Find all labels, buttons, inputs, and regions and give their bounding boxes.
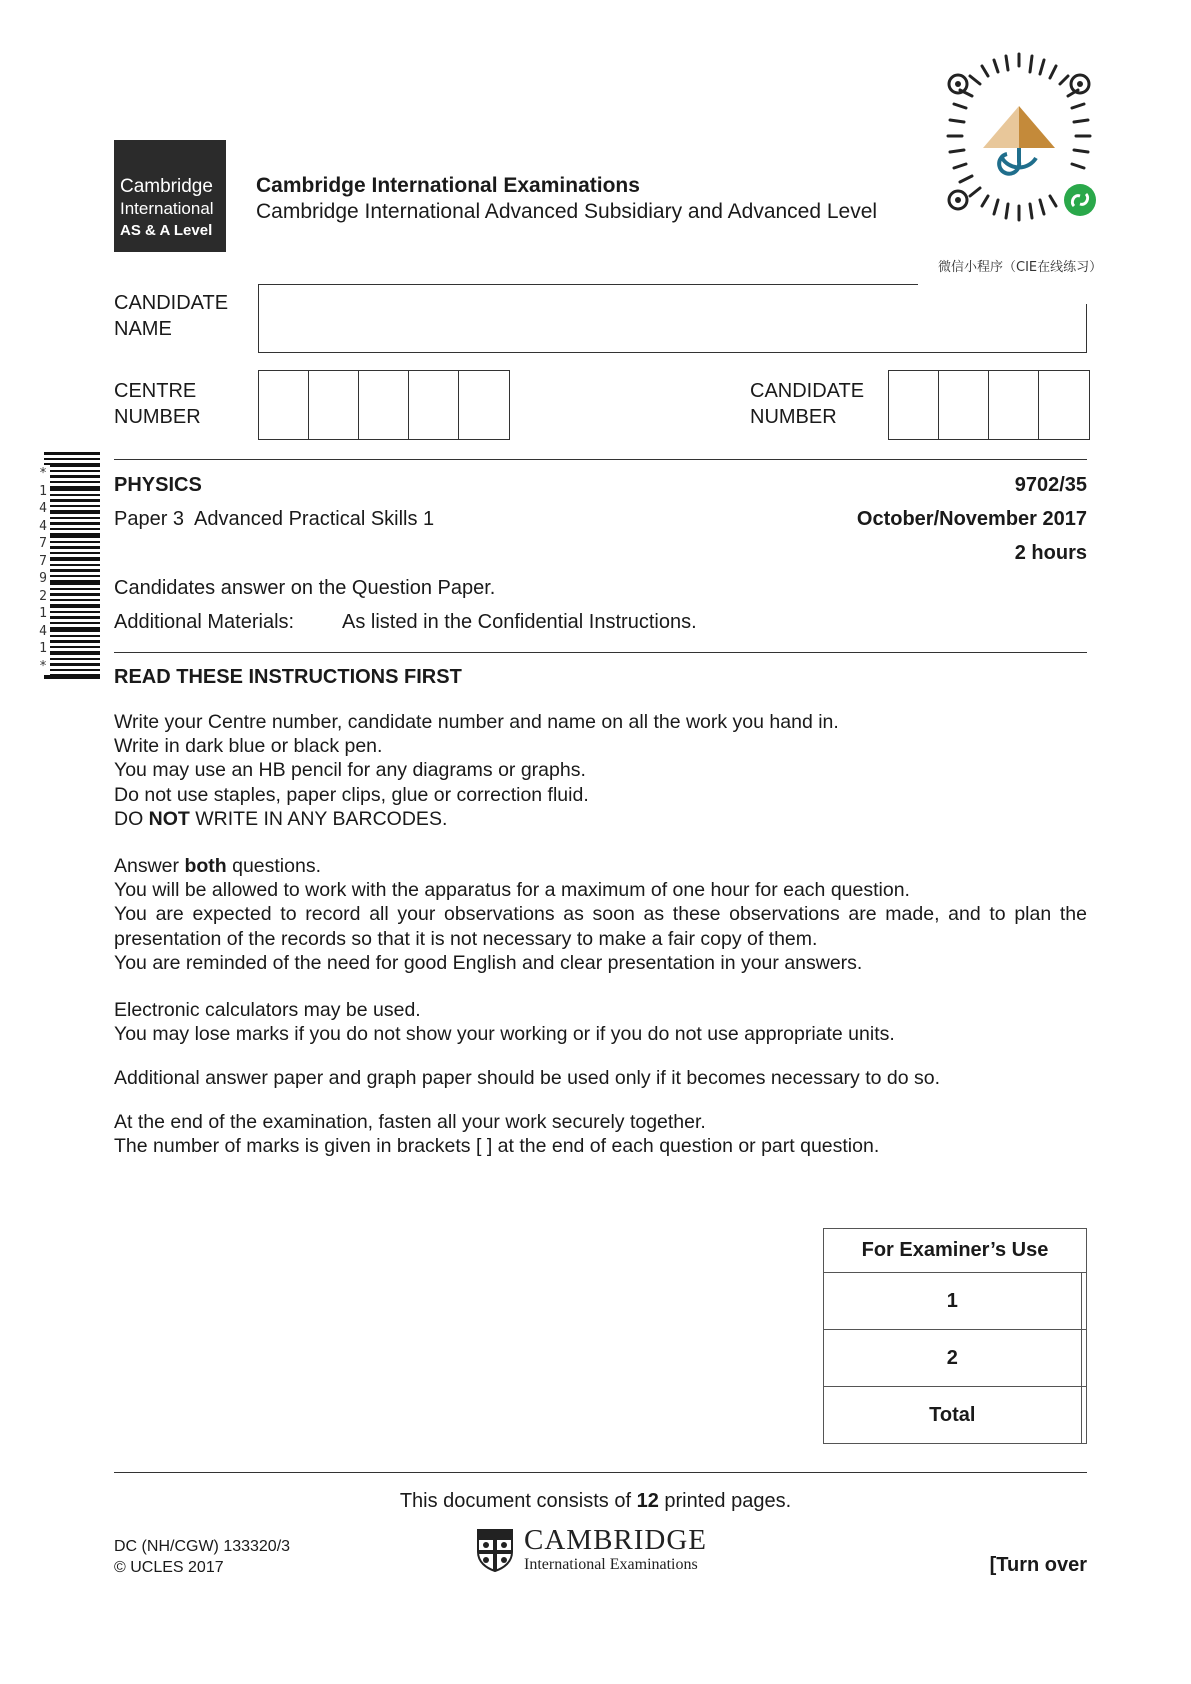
crest-icon [476, 1528, 514, 1572]
instruction-line-barcodes [114, 807, 1087, 831]
text-fragment: DO [114, 807, 149, 830]
centre-number-label [114, 378, 201, 430]
text-fragment: Answer [114, 855, 185, 877]
instruction-line: You are expected to record all your observations as soon as these observations are made, and to plan the presentation of the records so that it is not necessary to make a fair copy of them. [114, 903, 1087, 950]
subject-title: PHYSICS [114, 474, 202, 496]
additional-materials-value: As listed in the Confidential Instructions. [342, 611, 697, 633]
syllabus-code: 9702/35 [1014, 474, 1087, 496]
centre-digit-box[interactable] [359, 371, 409, 439]
logo-word: CAMBRIDGE [524, 1524, 708, 1556]
logo-line-1: Cambridge [120, 176, 213, 197]
candidate-number-label-line2: NUMBER [750, 406, 837, 428]
exam-duration: 2 hours [1014, 542, 1087, 564]
candidate-number-field[interactable] [888, 370, 1090, 440]
question-number: 1 [824, 1273, 1082, 1330]
instruction-line: You will be allowed to work with the apparatus for a maximum of one hour for each question. [114, 879, 910, 902]
instruction-line: You may use an HB pencil for any diagrams or graphs. [114, 759, 586, 782]
centre-digit-box[interactable] [309, 371, 359, 439]
candidate-digit-box[interactable] [889, 371, 939, 439]
copyright-line: © UCLES 2017 [114, 1559, 224, 1576]
logo-line-3: AS & A Level [120, 222, 213, 239]
instruction-line: The number of marks is given in brackets [ ] at the end of each question or part question. [114, 1135, 880, 1158]
candidate-name-label-line2: NAME [114, 318, 172, 340]
candidate-name-label [114, 290, 228, 342]
instructions-heading: READ THESE INSTRUCTIONS FIRST [114, 666, 462, 688]
barcode-number: *1447792141* [36, 465, 50, 675]
answer-on-paper-note: Candidates answer on the Question Paper. [114, 577, 496, 599]
centre-number-label-line1: CENTRE [114, 380, 197, 402]
instructions-block-5 [114, 1110, 1087, 1158]
mark-cell[interactable] [1081, 1273, 1086, 1330]
instructions-block-1 [114, 710, 1087, 831]
candidate-name-field[interactable] [259, 285, 1086, 352]
page-count: 12 [636, 1490, 659, 1512]
document-code [114, 1536, 290, 1578]
candidate-digit-box[interactable] [939, 371, 989, 439]
text-fragment: printed pages. [658, 1490, 792, 1512]
divider-rule [114, 652, 1087, 653]
instructions-block-4 [114, 1066, 1087, 1090]
centre-number-field[interactable] [258, 370, 510, 440]
candidate-name-label-line1: CANDIDATE [114, 292, 229, 314]
instruction-line-answer [114, 854, 1087, 878]
org-title: Cambridge International Examinations [256, 174, 640, 197]
instruction-line: Additional answer paper and graph paper should be used only if it becomes necessary to do so. [114, 1067, 941, 1089]
logo-line-2: International [120, 199, 214, 218]
total-mark-cell[interactable] [1081, 1387, 1086, 1444]
document-code-line: DC (NH/CGW) 133320/3 [114, 1538, 291, 1555]
instruction-line: At the end of the examination, fasten all your work securely together. [114, 1111, 706, 1133]
additional-materials-label: Additional Materials: [114, 611, 295, 633]
page-count-note [0, 1490, 1191, 1513]
qr-code-icon [928, 50, 1110, 232]
centre-digit-box[interactable] [409, 371, 459, 439]
centre-digit-box[interactable] [259, 371, 309, 439]
instruction-line: Write your Centre number, candidate number and name on all the work you hand in. [114, 711, 839, 733]
examiners-use-heading: For Examiner’s Use [824, 1229, 1087, 1273]
cambridge-examinations-logo [476, 1526, 716, 1576]
instructions-block-3 [114, 998, 1087, 1046]
examiners-use-table [823, 1228, 1087, 1444]
logo-subtitle: International Examinations [524, 1556, 698, 1573]
text-fragment: WRITE IN ANY BARCODES. [189, 807, 448, 830]
instruction-line: Do not use staples, paper clips, glue or correction fluid. [114, 783, 589, 806]
instruction-line: You may lose marks if you do not show your working or if you do not use appropriate units. [114, 1023, 895, 1046]
name-box-bottom-edge [258, 352, 1087, 353]
footer-rule [114, 1472, 1087, 1473]
divider-rule [114, 459, 1087, 460]
paper-title: Paper 3 Advanced Practical Skills 1 [114, 508, 435, 530]
mark-cell[interactable] [1081, 1330, 1086, 1387]
instruction-line: Electronic calculators may be used. [114, 999, 421, 1021]
total-label: Total [824, 1387, 1082, 1444]
text-fragment-bold: NOT [148, 807, 190, 830]
instruction-line: Write in dark blue or black pen. [114, 735, 383, 758]
candidate-digit-box[interactable] [1039, 371, 1089, 439]
name-box-right-edge [1086, 304, 1087, 353]
org-subtitle: Cambridge International Advanced Subsidiary and Advanced Level [256, 200, 878, 223]
text-fragment: This document consists of [399, 1490, 637, 1512]
question-number: 2 [824, 1330, 1082, 1387]
centre-number-label-line2: NUMBER [114, 406, 201, 428]
text-fragment-bold: both [184, 855, 227, 877]
candidate-number-label [750, 378, 864, 430]
cambridge-as-a-level-logo [114, 140, 226, 252]
centre-digit-box[interactable] [459, 371, 509, 439]
qr-caption: 微信小程序（CIE在线练习） [938, 260, 1103, 275]
candidate-digit-box[interactable] [989, 371, 1039, 439]
barcode [44, 452, 100, 682]
exam-session: October/November 2017 [856, 508, 1087, 530]
candidate-number-label-line1: CANDIDATE [750, 380, 865, 402]
turn-over-label: [Turn over [989, 1554, 1087, 1576]
instruction-line: You are reminded of the need for good English and clear presentation in your answers. [114, 951, 863, 974]
instructions-block-2 [114, 854, 1087, 975]
text-fragment: questions. [226, 855, 321, 877]
